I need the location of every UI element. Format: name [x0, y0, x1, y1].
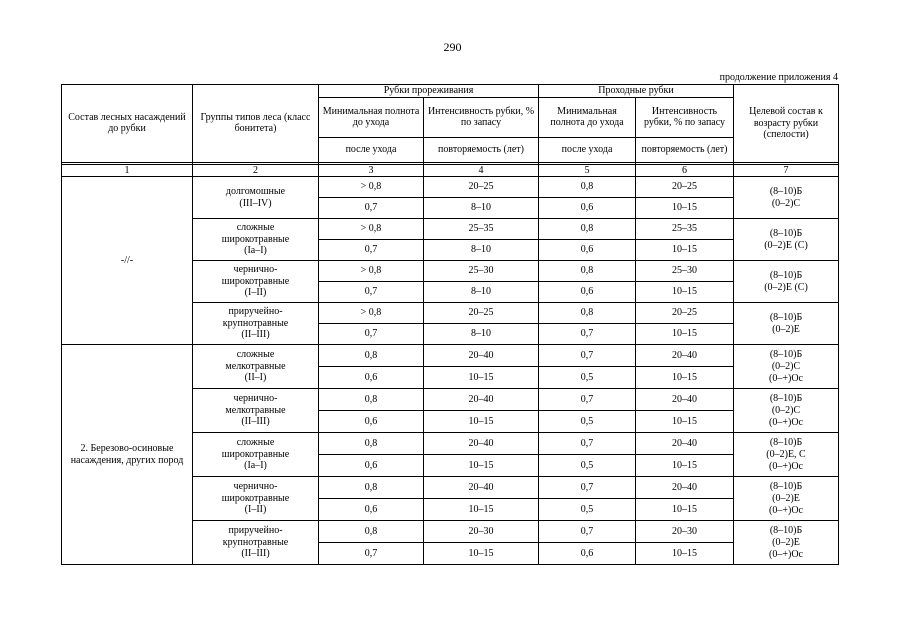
forest-type-cell: чернично- широкотравные (I–II)	[193, 261, 319, 303]
intensity-passing-cell: 10–15	[636, 455, 734, 477]
intensity-cell: 25–30	[424, 261, 539, 282]
min-density-passing-cell: 0,6	[539, 198, 636, 219]
forest-type-cell: чернично- мелкотравные (II–III)	[193, 389, 319, 433]
intensity-passing-cell: 20–40	[636, 433, 734, 455]
min-density-passing-cell: 0,7	[539, 345, 636, 367]
min-density-passing-cell: 0,8	[539, 261, 636, 282]
min-density-cell: > 0,8	[319, 261, 424, 282]
intensity-passing-cell: 10–15	[636, 240, 734, 261]
table-body	[62, 177, 839, 565]
forest-care-table	[61, 84, 839, 565]
min-density-cell: > 0,8	[319, 219, 424, 240]
column-number: 1	[62, 164, 193, 177]
min-density-cell: 0,6	[319, 411, 424, 433]
intensity-cell: 10–15	[424, 455, 539, 477]
min-density-passing-cell: 0,5	[539, 411, 636, 433]
target-composition-cell: (8–10)Б (0–2)С (0–+)Ос	[734, 389, 839, 433]
header-min-density-2: Минимальная полнота до ухода	[539, 97, 636, 137]
min-density-cell: 0,8	[319, 389, 424, 411]
intensity-passing-cell: 10–15	[636, 411, 734, 433]
intensity-cell: 8–10	[424, 240, 539, 261]
intensity-passing-cell: 20–30	[636, 521, 734, 543]
table-row	[62, 177, 839, 198]
composition-cell: 2. Березово-осиновые насаждения, других пород	[62, 345, 193, 565]
forest-type-cell: приручейно- крупнотравные (II–III)	[193, 303, 319, 345]
min-density-passing-cell: 0,7	[539, 389, 636, 411]
target-composition-cell: (8–10)Б (0–2)Е (0–+)Ос	[734, 477, 839, 521]
min-density-passing-cell: 0,8	[539, 303, 636, 324]
intensity-cell: 10–15	[424, 367, 539, 389]
min-density-passing-cell: 0,8	[539, 177, 636, 198]
intensity-passing-cell: 10–15	[636, 282, 734, 303]
min-density-cell: 0,8	[319, 345, 424, 367]
intensity-cell: 10–15	[424, 411, 539, 433]
min-density-cell: 0,7	[319, 282, 424, 303]
min-density-passing-cell: 0,7	[539, 433, 636, 455]
column-number: 5	[539, 164, 636, 177]
forest-type-cell: сложные мелкотравные (II–I)	[193, 345, 319, 389]
target-composition-cell: (8–10)Б (0–2)С	[734, 177, 839, 219]
column-number: 6	[636, 164, 734, 177]
min-density-cell: 0,8	[319, 433, 424, 455]
min-density-passing-cell: 0,7	[539, 324, 636, 345]
min-density-cell: 0,6	[319, 455, 424, 477]
intensity-passing-cell: 20–25	[636, 303, 734, 324]
column-number-row	[62, 164, 839, 177]
min-density-cell: > 0,8	[319, 303, 424, 324]
header-passing-cuts: Проходные рубки	[539, 85, 734, 98]
min-density-passing-cell: 0,5	[539, 367, 636, 389]
min-density-cell: > 0,8	[319, 177, 424, 198]
target-composition-cell: (8–10)Б (0–2)Е (С)	[734, 261, 839, 303]
min-density-passing-cell: 0,5	[539, 499, 636, 521]
intensity-passing-cell: 20–40	[636, 477, 734, 499]
min-density-passing-cell: 0,8	[539, 219, 636, 240]
forest-type-cell: чернично- широкотравные (I–II)	[193, 477, 319, 521]
header-composition: Состав лесных насаждений до рубки	[62, 85, 193, 163]
intensity-cell: 20–25	[424, 177, 539, 198]
intensity-cell: 20–40	[424, 433, 539, 455]
intensity-passing-cell: 10–15	[636, 543, 734, 565]
intensity-passing-cell: 25–30	[636, 261, 734, 282]
min-density-cell: 0,7	[319, 324, 424, 345]
min-density-passing-cell: 0,6	[539, 543, 636, 565]
min-density-passing-cell: 0,6	[539, 282, 636, 303]
composition-cell: -//-	[62, 177, 193, 345]
intensity-cell: 20–25	[424, 303, 539, 324]
header-intensity-2: Интенсивность рубки, % по запасу	[636, 97, 734, 137]
page-number: 290	[443, 40, 462, 54]
intensity-cell: 20–30	[424, 521, 539, 543]
min-density-cell: 0,7	[319, 240, 424, 261]
column-number: 2	[193, 164, 319, 177]
header-forest-type: Группы типов леса (класс бонитета)	[193, 85, 319, 163]
intensity-passing-cell: 10–15	[636, 198, 734, 219]
header-after-care: после ухода	[319, 137, 424, 162]
min-density-cell: 0,8	[319, 521, 424, 543]
intensity-passing-cell: 25–35	[636, 219, 734, 240]
target-composition-cell: (8–10)Б (0–2)С (0–+)Ос	[734, 345, 839, 389]
target-composition-cell: (8–10)Б (0–2)Е (С)	[734, 219, 839, 261]
header-target-composition: Целевой состав к возрасту рубки (спелости)	[734, 85, 839, 163]
forest-type-cell: долгомошные (III–IV)	[193, 177, 319, 219]
intensity-passing-cell: 10–15	[636, 499, 734, 521]
intensity-passing-cell: 20–25	[636, 177, 734, 198]
min-density-cell: 0,6	[319, 499, 424, 521]
min-density-passing-cell: 0,7	[539, 521, 636, 543]
table-row	[62, 345, 839, 367]
intensity-passing-cell: 20–40	[636, 389, 734, 411]
intensity-passing-cell: 10–15	[636, 367, 734, 389]
min-density-cell: 0,7	[319, 543, 424, 565]
header-intensity: Интенсивность рубки, % по запасу	[424, 97, 539, 137]
intensity-passing-cell: 20–40	[636, 345, 734, 367]
intensity-cell: 20–40	[424, 477, 539, 499]
intensity-passing-cell: 10–15	[636, 324, 734, 345]
forest-type-cell: сложные широкотравные (Ia–I)	[193, 433, 319, 477]
min-density-cell: 0,6	[319, 367, 424, 389]
column-number: 7	[734, 164, 839, 177]
intensity-cell: 10–15	[424, 499, 539, 521]
header-after-care-2: после ухода	[539, 137, 636, 162]
min-density-cell: 0,8	[319, 477, 424, 499]
intensity-cell: 8–10	[424, 324, 539, 345]
header-min-density: Минимальная полнота до ухода	[319, 97, 424, 137]
target-composition-cell: (8–10)Б (0–2)Е (0–+)Ос	[734, 521, 839, 565]
target-composition-cell: (8–10)Б (0–2)Е	[734, 303, 839, 345]
intensity-cell: 8–10	[424, 198, 539, 219]
min-density-passing-cell: 0,6	[539, 240, 636, 261]
forest-type-cell: приручейно- крупнотравные (II–III)	[193, 521, 319, 565]
header-repeat: повторяемость (лет)	[424, 137, 539, 162]
intensity-cell: 25–35	[424, 219, 539, 240]
min-density-passing-cell: 0,5	[539, 455, 636, 477]
min-density-cell: 0,7	[319, 198, 424, 219]
intensity-cell: 20–40	[424, 389, 539, 411]
column-number: 4	[424, 164, 539, 177]
header-repeat-2: повторяемость (лет)	[636, 137, 734, 162]
min-density-passing-cell: 0,7	[539, 477, 636, 499]
target-composition-cell: (8–10)Б (0–2)Е, С (0–+)Ос	[734, 433, 839, 477]
continuation-note: продолжение приложения 4	[719, 72, 838, 83]
column-number: 3	[319, 164, 424, 177]
intensity-cell: 20–40	[424, 345, 539, 367]
forest-type-cell: сложные широкотравные (Ia–I)	[193, 219, 319, 261]
intensity-cell: 8–10	[424, 282, 539, 303]
intensity-cell: 10–15	[424, 543, 539, 565]
header-thinning: Рубки прореживания	[319, 85, 539, 98]
